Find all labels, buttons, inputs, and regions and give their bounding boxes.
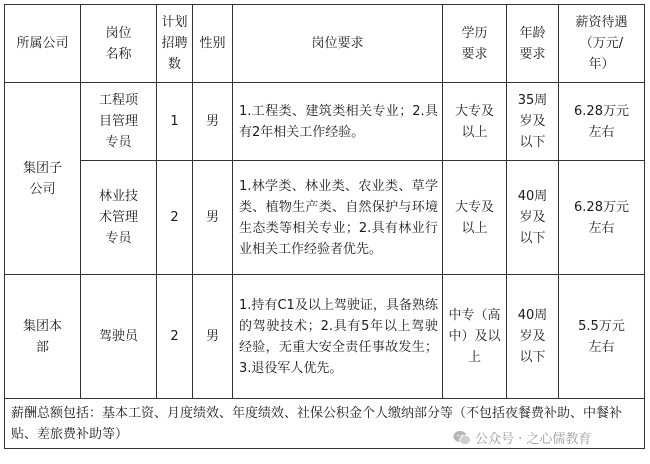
age-cell: 40周 岁及 以下 (507, 161, 559, 275)
quota-cell: 1 (157, 83, 193, 161)
quota-cell: 2 (157, 161, 193, 275)
watermark (453, 428, 591, 447)
education-cell: 大专及 以上 (443, 83, 507, 161)
education-cell: 中专（高 中）及以 上 (443, 275, 507, 399)
age-cell: 35周 岁及 以下 (507, 83, 559, 161)
header-gender: 性别 (193, 5, 233, 83)
wechat-icon (453, 430, 471, 446)
header-age: 年龄 要求 (507, 5, 559, 83)
salary-cell: 6.28万元 左右 (559, 161, 645, 275)
company-cell: 集团子 公司 (5, 83, 81, 275)
salary-note: 薪酬总额包括：基本工资、月度绩效、年度绩效、社保公积金个人缴纳部分等（不包括夜餐费补助、中餐补贴、差旅费补助等） (5, 399, 645, 449)
gender-cell: 男 (193, 161, 233, 275)
company-cell: 集团本 部 (5, 275, 81, 399)
gender-cell: 男 (193, 83, 233, 161)
header-company: 所属公司 (5, 5, 81, 83)
header-row (5, 5, 645, 83)
recruitment-table (4, 4, 645, 449)
requirements-cell: 1.林学类、林业类、农业类、草学类、植物生产类、自然保护与环境生态类等相关专业；2.具有林业行业相关工作经验者优先。 (233, 161, 443, 275)
education-cell: 大专及 以上 (443, 161, 507, 275)
salary-cell: 6.28万元 左右 (559, 83, 645, 161)
header-position: 岗位 名称 (81, 5, 157, 83)
quota-cell: 2 (157, 275, 193, 399)
position-cell: 林业技 术管理 专员 (81, 161, 157, 275)
requirements-cell: 1.工程类、建筑类相关专业；2.具有2年相关工作经验。 (233, 83, 443, 161)
header-salary: 薪资待遇 （万元/ 年） (559, 5, 645, 83)
position-cell: 驾驶员 (81, 275, 157, 399)
header-quota: 计划 招聘 数 (157, 5, 193, 83)
gender-cell: 男 (193, 275, 233, 399)
table-row (5, 275, 645, 399)
watermark-text: 公众号 · 之心儒教育 (475, 432, 592, 447)
age-cell: 40周 岁及 以下 (507, 275, 559, 399)
header-education: 学历 要求 (443, 5, 507, 83)
position-cell: 工程项 目管理 专员 (81, 83, 157, 161)
table-row (5, 161, 645, 275)
requirements-cell: 1.持有C1及以上驾驶证，具备熟练的驾驶技术；2.具有5年以上驾驶经验，无重大安全责任事故发生；3.退役军人优先。 (233, 275, 443, 399)
header-requirements: 岗位要求 (233, 5, 443, 83)
table-row (5, 83, 645, 161)
salary-cell: 5.5万元 左右 (559, 275, 645, 399)
